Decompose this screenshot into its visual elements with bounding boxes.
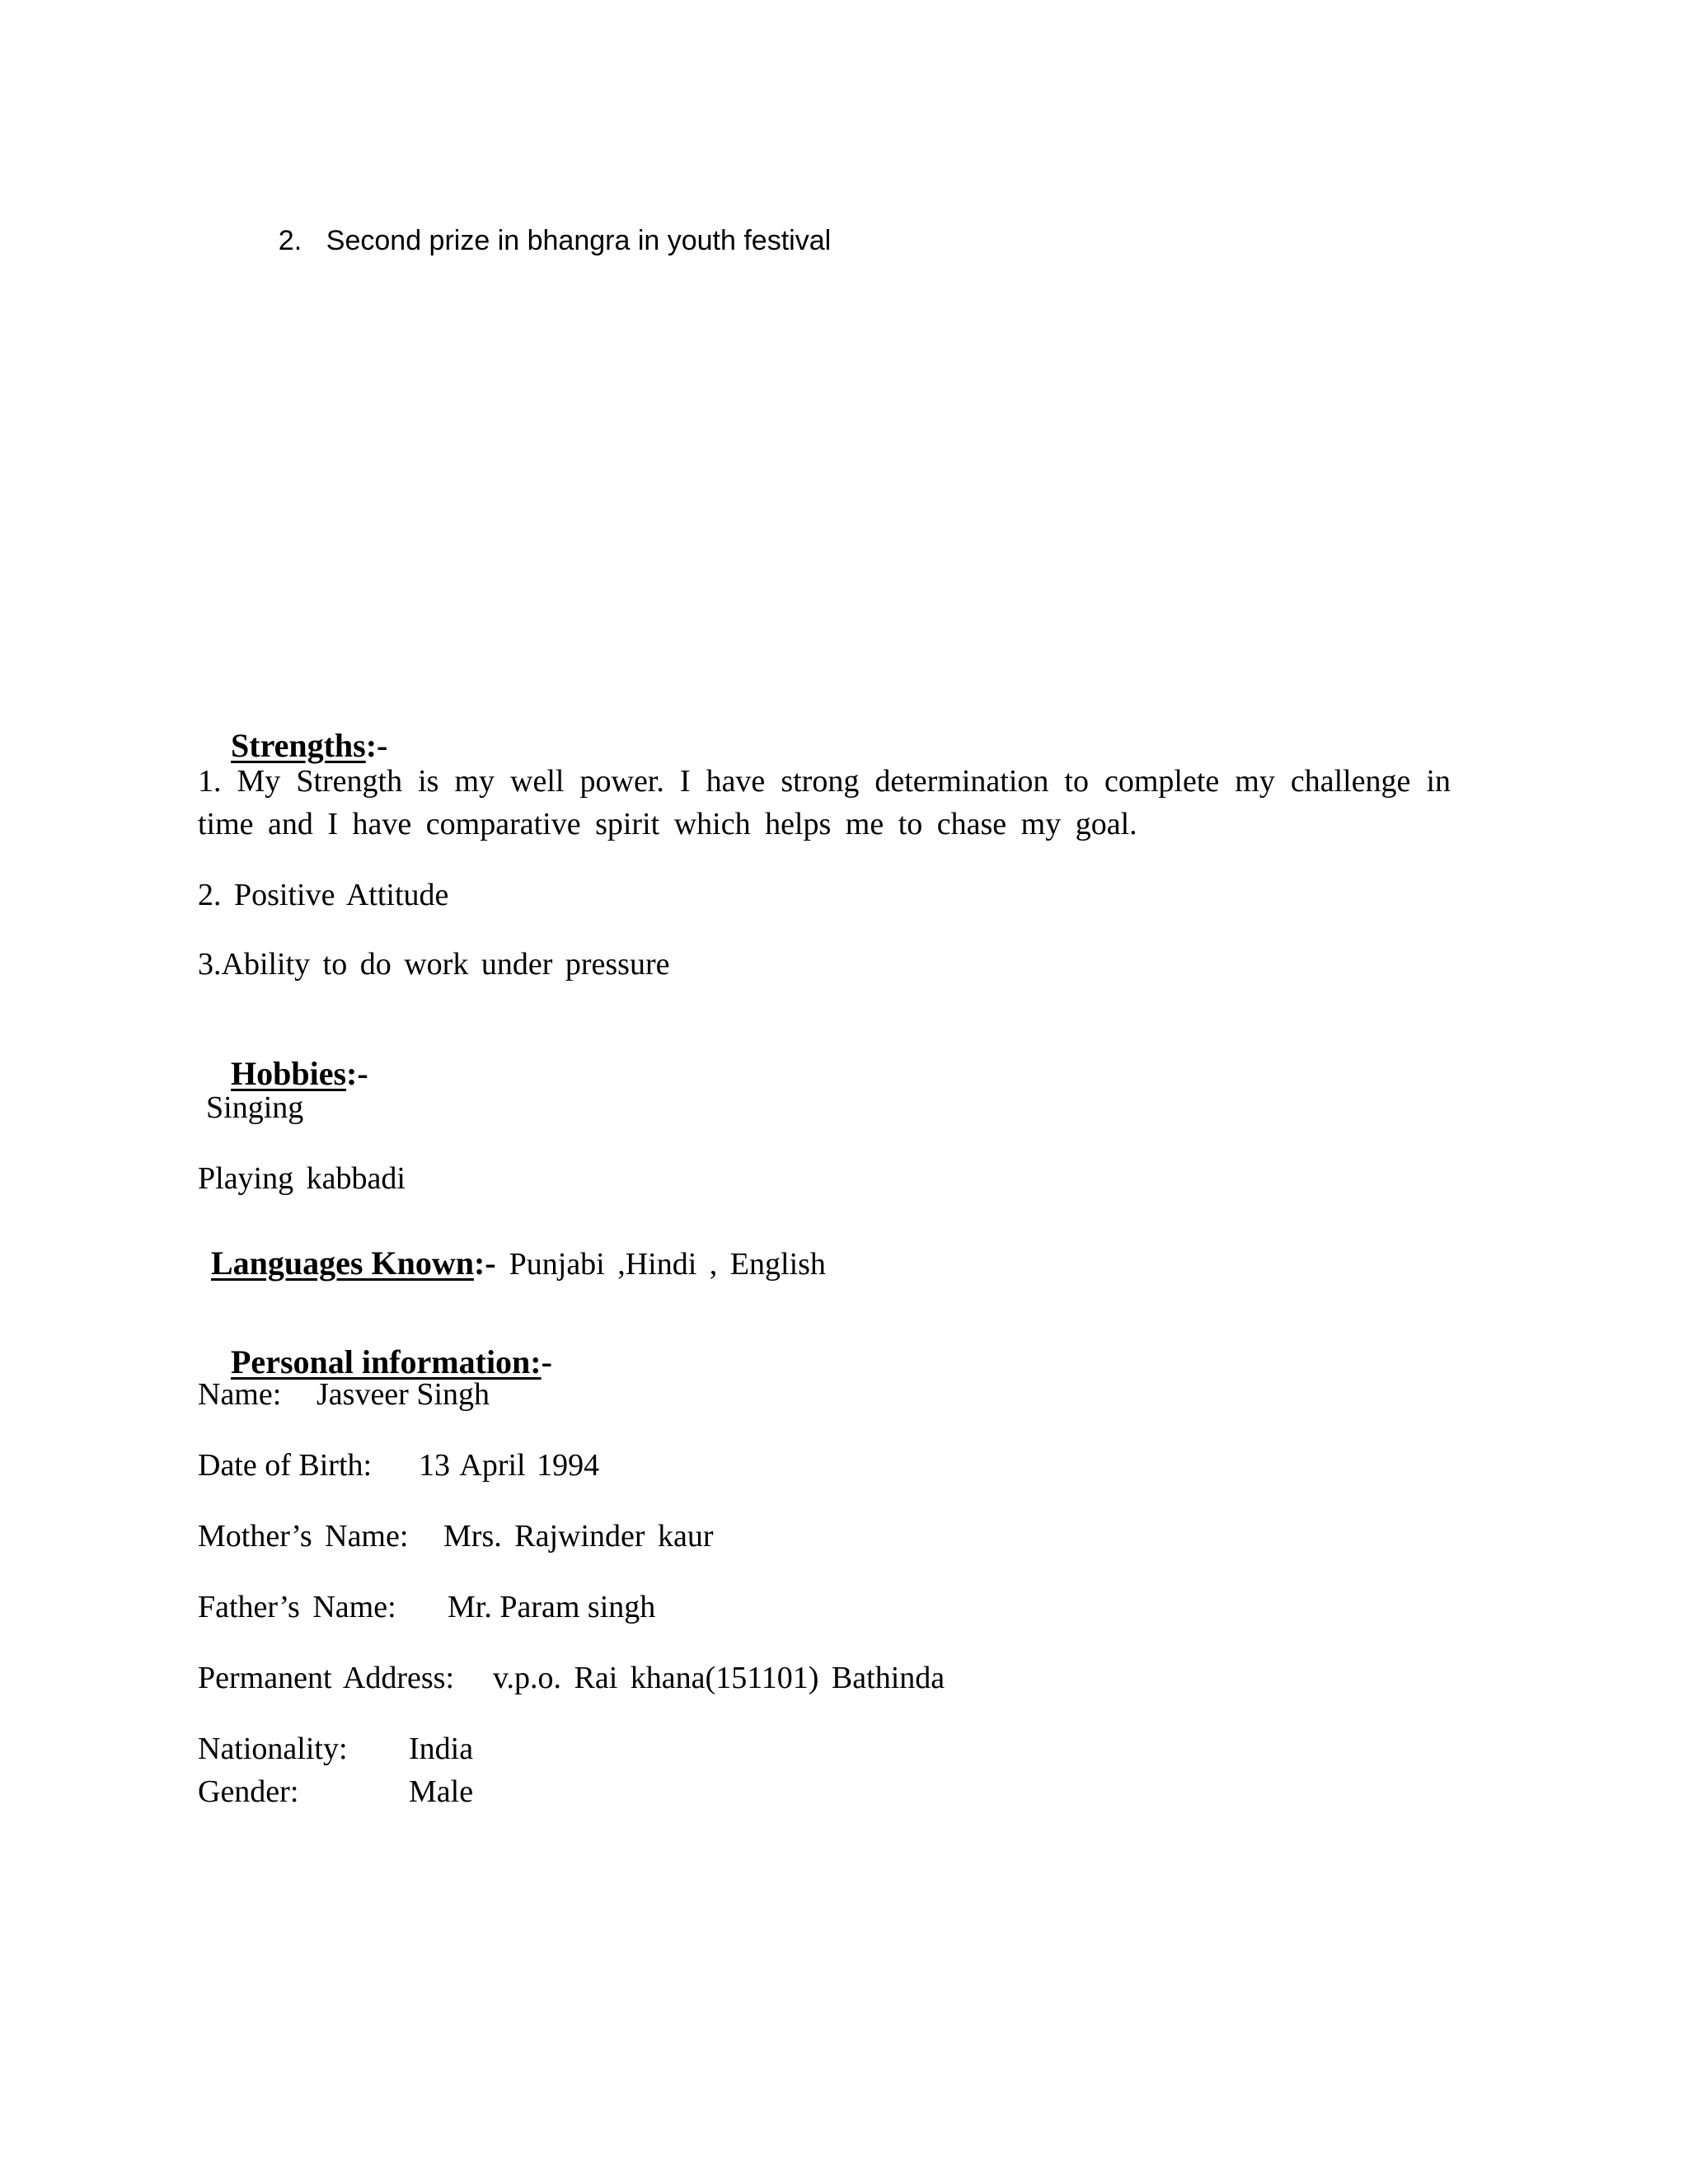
gender-label: Gender:: [198, 1774, 299, 1809]
name-value: Jasveer Singh: [316, 1377, 490, 1412]
address-value: v.p.o. Rai khana(151101) Bathinda: [493, 1661, 945, 1695]
languages-heading-suffix: :-: [473, 1244, 496, 1282]
personal-heading-text: Personal information:: [231, 1343, 542, 1380]
personal-heading-suffix: -: [541, 1343, 552, 1380]
nationality-label: Nationality:: [198, 1732, 348, 1766]
hobbies-heading-text: Hobbies: [231, 1055, 347, 1092]
prize-text: Second prize in bhangra in youth festival: [326, 225, 832, 256]
prize-number: 2.: [278, 225, 302, 256]
strength-item-3: 3.Ability to do work under pressure: [198, 947, 670, 982]
strength-item-2: 2. Positive Attitude: [198, 878, 449, 912]
nationality-value: India: [409, 1732, 474, 1766]
dob-label: Date of Birth:: [198, 1448, 373, 1483]
hobbies-heading-suffix: :-: [346, 1055, 368, 1092]
languages-heading-text: Languages Known: [211, 1244, 474, 1282]
languages-heading: [211, 1244, 496, 1282]
prize-list-item: [247, 193, 831, 289]
father-label: Father’s Name:: [198, 1590, 396, 1624]
hobby-item-singing: Singing: [206, 1090, 304, 1125]
languages-row: [198, 1228, 826, 1301]
strength-item-1: 1. My Strength is my well power. I have strong determination to complete my challenge in time and I have comparative spirit which helps me to chase my goal.: [198, 764, 1451, 841]
strengths-heading-suffix: :-: [365, 727, 388, 764]
name-label: Name:: [198, 1377, 282, 1412]
gender-value: Male: [409, 1774, 474, 1809]
languages-values: Punjabi ,Hindi , English: [509, 1247, 826, 1282]
address-label: Permanent Address:: [198, 1661, 455, 1695]
hobby-item-kabbadi: Playing kabbadi: [198, 1161, 406, 1196]
father-value: Mr. Param singh: [448, 1590, 656, 1624]
dob-value: 13 April 1994: [419, 1448, 600, 1483]
strengths-heading-text: Strengths: [231, 727, 366, 764]
mother-label: Mother’s Name:: [198, 1519, 409, 1554]
mother-value: Mrs. Rajwinder kaur: [443, 1519, 714, 1554]
